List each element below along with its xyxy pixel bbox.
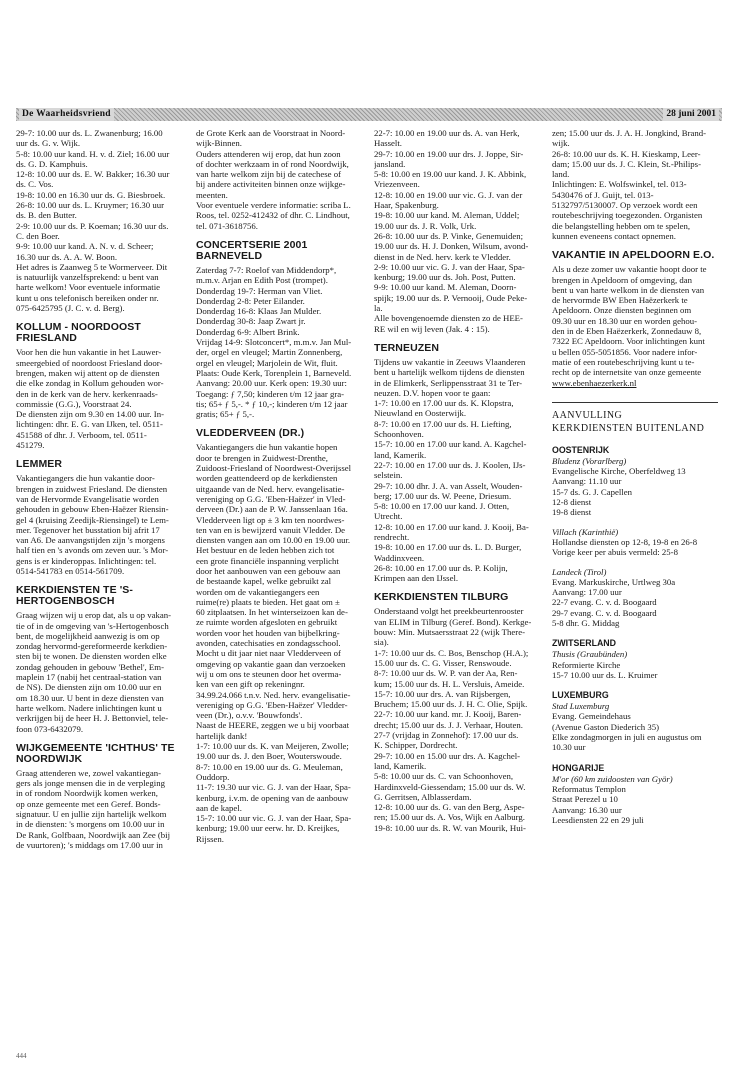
article-text xyxy=(552,264,718,377)
text-line: Roos, tel. 0252-412432 of dhr. C. Lindhout, xyxy=(196,210,350,221)
service-details xyxy=(552,711,718,752)
text-line: Bruchem; 15.00 uur ds. J. H. C. Olie, Spijk. xyxy=(374,699,528,710)
text-line: wijk-Binnen. xyxy=(196,138,242,149)
article-text xyxy=(16,473,182,576)
text-line: Zuidoost-Friesland of Noordwest-Overijssel xyxy=(196,463,352,474)
text-line: of dochter werkzaam in of rond Noordwijk, xyxy=(196,158,349,169)
text-line: een grote financiële inspanning verplicht xyxy=(196,555,339,566)
text-line: 22-7: 10.00 en 17.00 uur ds. J. Koolen, IJs- xyxy=(374,459,526,470)
text-line: mer. Tegenover het busstation bij afrit 17 xyxy=(16,524,160,535)
text-line: Naast de HEERE, zeggen we u bij voorbaat xyxy=(196,720,350,731)
article-text xyxy=(196,442,362,844)
text-line: worden geattendeerd op de kerkdiensten xyxy=(196,473,338,484)
text-line: bouw: Min. Mutsaersstraat 22 (wijk There- xyxy=(374,627,525,638)
text-line: 19-8 dienst xyxy=(552,507,592,518)
text-line: Inlichtingen: E. Wolfswinkel, tel. 013- xyxy=(552,179,687,190)
text-line: 26-8: 10.00 uur ds. P. Vinke, Genemuiden; xyxy=(374,230,524,241)
text-line: lichtingen: dhr. E. G. van IJken, tel. 0511- xyxy=(16,419,163,430)
country-heading: HONGARIJE xyxy=(552,762,605,773)
page-number: 444 xyxy=(16,1052,27,1060)
text-line: 15-7: 10.00 en 17.00 uur kand. A. Kagchel- xyxy=(374,439,527,450)
text-line: 5-8 dhr. G. Middag xyxy=(552,617,620,628)
text-line: aan de kapel. xyxy=(196,802,242,813)
text-line: 12-8: 10.00 uur ds. G. van den Berg, Aspe- xyxy=(374,802,525,813)
text-line: 29-7 evang. C. v. d. Boogaard xyxy=(552,607,657,618)
article-text xyxy=(16,128,182,313)
text-line: 9-9: 10.00 uur kand. M. Aleman, Doorn- xyxy=(374,282,517,293)
text-line: 19.00 uur ds. H. J. Donken, Wilsum, avond- xyxy=(374,241,529,252)
text-line: worden om de vakantiegangers een xyxy=(196,586,320,597)
text-line: der, orgel en vleugel; Martin Zonnenberg, xyxy=(196,347,343,358)
text-line: sten bij te wonen. De diensten worden elke xyxy=(16,651,167,662)
text-line: 26-8: 10.00 uur ds. L. Kruymer; 16.30 uur xyxy=(16,200,165,211)
text-line: K. Schipper, Dordrecht. xyxy=(374,740,458,751)
text-line: Toegang: ƒ 7,50; kinderen t/m 12 jaar gra- xyxy=(196,388,345,399)
text-line: Mocht u dit jaar niet naar Vledderveen of xyxy=(196,648,341,659)
text-line: 27-7 (vrijdag in Zonnehof): 17.00 uur ds. xyxy=(374,730,519,741)
text-line: land. xyxy=(552,169,570,180)
text-line: 5430476 of J. Guijt, tel. 013- xyxy=(552,189,654,200)
text-line: harte welkom. Nadere inlichtingen kunt u xyxy=(16,702,162,713)
text-line: uitgaande van de Ned. herv. evangelisatie- xyxy=(196,483,345,494)
section-heading: KERKDIENSTEN TE 'S-HERTOGENBOSCH xyxy=(16,584,133,608)
text-line: neuzen. D.V. hopen voor te gaan: xyxy=(374,387,491,398)
text-line: kenburg, i.v.m. de opening van de aanbouw xyxy=(196,792,349,803)
text-line: 451588 of dhr. J. Verboom, tel. 0511- xyxy=(16,429,147,440)
text-line: Graag attenderen we, zowel vakantiegan- xyxy=(16,767,162,778)
text-line: G. Gerritsen, Alblasserdam. xyxy=(374,791,472,802)
text-line: Vriezenveen. xyxy=(374,179,420,190)
text-line: derveen (Dr.) aan de P. W. Janssenlaan 16a. xyxy=(196,504,348,515)
text-line: Nieuwland en Oosterwijk. xyxy=(374,408,467,419)
location-name: Stad Luxemburg xyxy=(552,701,610,712)
text-line: matie of een routebeschrijving kunt u te- xyxy=(552,356,695,367)
text-line: 5-8: 10.00 uur ds. C. van Schoonhoven, xyxy=(374,771,514,782)
text-line: RE wil en wij leven (Jak. 4 : 15). xyxy=(374,323,490,334)
section-heading: LEMMER xyxy=(16,458,63,471)
text-line: Graag wijzen wij u erop dat, als u op vakan- xyxy=(16,610,172,621)
text-line: is natuurlijk vanzelfsprekend: u bent van xyxy=(16,272,159,283)
text-line: sia). xyxy=(374,637,389,648)
text-line: Apeldoorn. Onze diensten beginnen om xyxy=(552,305,692,316)
text-line: ds. C. Vos. xyxy=(16,179,54,190)
text-line: 15-7: 10.00 uur drs. A. van Rijsbergen, xyxy=(374,688,511,699)
text-line: ds. G. D. Kamphuis. xyxy=(16,158,88,169)
text-line: 15-7 10.00 uur ds. L. Kruimer xyxy=(552,669,658,680)
text-line: Vakantiegangers die hun vakantie hopen xyxy=(196,442,338,453)
text-line: spijk; 19.00 uur ds. P. Vernooij, Oude Peke- xyxy=(374,292,528,303)
text-line: verkrijgen bij de heer H. J. Bettonviel, tele- xyxy=(16,713,169,724)
text-line: brengen in Apeldoorn of omgeving, dan xyxy=(552,274,692,285)
text-line: door te brengen in Zuidwest-Drenthe, xyxy=(196,452,328,463)
text-line: Tijdens uw vakantie in Zeeuws Vlaanderen xyxy=(374,356,526,367)
section-heading: KERKDIENSTEN TILBURG xyxy=(374,591,509,604)
article-text xyxy=(16,768,182,850)
text-line: bent, de mogelijkheid aanwezig is om op xyxy=(16,630,160,641)
text-line: 451279. xyxy=(16,440,45,451)
text-line: 15-7: 10.00 uur vic. G. J. van der Haar, Spa- xyxy=(196,813,352,824)
text-line: Het adres is Zaanweg 5 te Wormerveer. Dit xyxy=(16,261,168,272)
text-line: u bellen 055-5051856. Voor nadere infor- xyxy=(552,346,698,357)
text-line: Zaterdag 7-7: Roelof van Middendorp*, xyxy=(196,264,337,275)
supplement-heading-1: AANVULLING xyxy=(552,409,623,421)
section-heading: TERNEUZEN xyxy=(374,341,440,354)
text-line: Evangelische Kirche, Oberfeldweg 13 xyxy=(552,466,686,477)
text-line: kunt u ons telefonisch bereiken onder nr. xyxy=(16,292,159,303)
text-line: wijk. xyxy=(552,138,570,149)
text-line: den in de Eben Haëzerkerk, Zonnedauw 8, xyxy=(552,326,702,337)
text-line: selstein. xyxy=(374,470,403,481)
text-line: tis; 65+ ƒ 5,-. * ƒ 10,-; kinderen t/m 12 jaar xyxy=(196,398,348,409)
text-line: uur ds. G. v. Wijk. xyxy=(16,138,81,149)
text-line: meenten. xyxy=(196,189,228,200)
text-line: de bestaande kapel, welke gebruikt zal xyxy=(196,576,332,587)
column-1 xyxy=(16,128,182,850)
text-line: 22-7: 10.00 uur kand. mr. J. Kooij, Baren- xyxy=(374,709,522,720)
text-line: hartelijk dank! xyxy=(196,730,248,741)
text-line: om 18.30 uur. U bent in deze diensten van xyxy=(16,692,164,703)
column-2 xyxy=(196,128,362,844)
text-line: 0514-541783 en 0514-561709. xyxy=(16,565,125,576)
text-line: Krimpen aan den IJssel. xyxy=(374,573,459,584)
location-name: Landeck (Tirol) xyxy=(552,566,607,577)
text-line: 8-7: 10.00 en 19.00 uur ds. G. Meuleman, xyxy=(196,761,343,772)
text-line: 60 zitplaatsen. In het winterseizoen kan de- xyxy=(196,607,348,618)
text-line: land, Kamerik. xyxy=(374,760,427,771)
column-3 xyxy=(374,128,540,833)
service-details xyxy=(552,537,718,558)
text-line: tie of in de omgeving van 's-Hertogenbosch xyxy=(16,620,169,631)
text-line: Alle bovengenoemde diensten zo de HEE- xyxy=(374,313,523,324)
text-line: 11-7: 19.30 uur vic. G. J. van der Haar, Spa- xyxy=(196,782,351,793)
text-line: signatuur. U en jullie zijn hartelijk welkom xyxy=(16,809,167,820)
text-line: kenburg; 19.00 uur eerw. hr. D. Kreijkes, xyxy=(196,823,340,834)
text-line: Hasselt. xyxy=(374,138,402,149)
text-line: van ELIM in Tilburg (Geref. Bond). Kerkge- xyxy=(374,616,532,627)
text-line: van harte welkom zijn bij de catechese of xyxy=(196,169,342,180)
text-line: bent u hartelijk welkom tijdens de diensten xyxy=(374,367,525,378)
text-line: op onze gemeente met een Geref. Bonds- xyxy=(16,798,161,809)
text-line: 5-8: 10.00 en 17.00 uur kand. J. Otten, xyxy=(374,501,510,512)
text-line: Het bestuur en de leden hebben zich tot xyxy=(196,545,335,556)
publication-title: De Waarheidsvriend xyxy=(19,108,114,121)
article-text xyxy=(374,357,540,584)
text-line: de hervormde BW Eben Haëzerkerk te xyxy=(552,295,688,306)
text-line: maplein 17 (nabij het centraal-station van xyxy=(16,672,162,683)
text-line: bent u van harte welkom in de diensten van xyxy=(552,284,705,295)
text-line: rendrecht. xyxy=(374,531,410,542)
text-line: 12-8 dienst xyxy=(552,497,592,508)
text-line: 19-8: 10.00 uur kand. M. Aleman, Uddel; xyxy=(374,210,520,221)
text-line: kenburg; 19.00 uur ds. Joh. Post, Putten. xyxy=(374,272,516,283)
text-line: Reformierte Kirche xyxy=(552,659,621,670)
text-line: dienst in de Ned. herv. kerk te Vledder. xyxy=(374,251,511,262)
text-line: Ouddorp. xyxy=(196,771,230,782)
text-line: diensten vangen aan om 10.00 en 19.00 uur. xyxy=(196,535,351,546)
text-line: 2-9: 10.00 uur vic. G. J. van der Haar, Spa- xyxy=(374,261,525,272)
text-line: 10.30 uur xyxy=(552,742,586,753)
text-line: gens is er kinderoppas. Inlichtingen: tel. xyxy=(16,555,157,566)
location-name: M'or (60 km zuidoosten van Györ) xyxy=(552,773,673,784)
location-name: Thusis (Graubünden) xyxy=(552,649,628,660)
country-heading: OOSTENRIJK xyxy=(552,444,610,455)
section-heading: CONCERTSERIE 2001 BARNEVELD xyxy=(196,238,308,262)
text-line: veen (Dr.), o.v.v. 'Bouwfonds'. xyxy=(196,710,303,721)
text-line: Utrecht. xyxy=(374,511,403,522)
text-line: Schoonhoven. xyxy=(374,429,424,440)
text-line: Evang. Gemeindehaus xyxy=(552,711,631,722)
location-name: Villach (Karinthië) xyxy=(552,526,619,537)
section-heading: VAKANTIE IN APELDOORN E.O. xyxy=(552,249,715,262)
text-line: 075-6425795 (J. C. v. d. Berg). xyxy=(16,303,125,314)
text-line: 8-7: 10.00 uur ds. W. P. van der Aa, Ren- xyxy=(374,668,518,679)
text-line: la. xyxy=(374,303,383,314)
text-line: Haar, Spakenburg. xyxy=(374,200,439,211)
text-line: gers als jonge mensen die in de verpleging xyxy=(16,778,165,789)
page-header xyxy=(16,108,722,121)
website-link[interactable]: www.ebenhaezerkerk.nl xyxy=(552,377,637,388)
text-line: Vakantiegangers die hun vakantie door- xyxy=(16,473,155,484)
text-line: 7322 EC Apeldoorn. Voor inlichtingen kunt xyxy=(552,336,705,347)
text-line: 5-8: 10.00 uur kand. H. v. d. Ziel; 16.00 uur xyxy=(16,148,170,159)
text-line: in de Elimkerk, Serlippensstraat 31 te Ter- xyxy=(374,377,523,388)
section-heading: VLEDDERVEEN (DR.) xyxy=(196,427,305,440)
text-line: vereniging op G.G. 'Eben-Haëzer' Vledder- xyxy=(196,699,348,710)
text-line: Ouders attenderen wij erop, dat hun zoon xyxy=(196,148,341,159)
text-line: Als u deze zomer uw vakantie hoopt door te xyxy=(552,264,707,275)
text-line: de vuurtoren); 's middags om 17.00 uur in xyxy=(16,839,163,850)
country-heading: ZWITSERLAND xyxy=(552,638,617,649)
text-line: in of rondom Noordwijk komen werken, xyxy=(16,788,158,799)
text-line: zondag hervormd-gereformeerde kerkdien- xyxy=(16,641,168,652)
text-line: Vrijdag 14-9: Slotconcert*, m.m.v. Jan Mul- xyxy=(196,337,352,348)
text-line: Aanvang: 16.30 uur xyxy=(552,804,622,815)
text-line: 19.00 uur ds. J. R. Volk, Urk. xyxy=(374,220,477,231)
text-line: 5-8: 10.00 en 19.00 uur kand. J. K. Abbink, xyxy=(374,169,527,180)
text-line: ze ruimte worden afgesloten en gebruikt xyxy=(196,617,338,628)
text-line: gel 4 (kruising Zeedijk-Riensingel) te Lem- xyxy=(16,514,169,525)
text-line: 29-7: 10.00 en 19.00 uur drs. J. Joppe, Sir- xyxy=(374,148,524,159)
text-line: routebeschrijving toegezonden. Organisten xyxy=(552,210,703,221)
text-line: brengen in zuidwest Friesland. De diensten xyxy=(16,483,168,494)
text-line: worden voor het houden van bijbelkring- xyxy=(196,627,340,638)
text-line: land, Kamerik. xyxy=(374,449,427,460)
text-line: 12-8: 10.00 en 17.00 uur kand. J. Kooij, Ba- xyxy=(374,521,529,532)
text-line: 22-7: 10.00 en 19.00 uur ds. A. van Herk, xyxy=(374,128,520,138)
text-line: recht op de internetsite van onze gemeente xyxy=(552,367,702,378)
text-line: de NS). De diensten zijn om 10.00 uur en xyxy=(16,682,162,693)
text-line: Straat Perezel u 10 xyxy=(552,794,618,805)
text-line: 12-8: 10.00 uur ds. E. W. Bakker; 16.30 uur xyxy=(16,169,170,180)
text-line: Vledderveen ligt op ± 3 km ten noordwes- xyxy=(196,514,345,525)
text-line: zen; 15.00 uur ds. J. A. H. Jongkind, Brand- xyxy=(552,128,707,138)
article-text xyxy=(196,265,362,419)
text-line: wij u om ons te steunen door het overma- xyxy=(196,668,342,679)
text-line: harte welkom! Voor eventuele informatie xyxy=(16,282,161,293)
text-line: (Avenue Gaston Diederich 35) xyxy=(552,721,659,732)
supplement-heading-2: KERKDIENSTEN BUITENLAND xyxy=(552,422,705,434)
article-text xyxy=(16,347,182,450)
text-line: zondag gehouden in gebouw 'Bethel', Em- xyxy=(16,661,164,672)
text-line: van A6. De aanvangstijden zijn 's morgens xyxy=(16,535,165,546)
text-line: C. den Boer. xyxy=(16,230,60,241)
text-line: Vorige keer per abuis vermeld: 25-8 xyxy=(552,547,678,558)
text-line: brengen, maken wij attent op de diensten xyxy=(16,367,160,378)
section-heading: KOLLUM - NOORDOOST FRIESLAND xyxy=(16,321,141,345)
text-line: tel. 071-3618756. xyxy=(196,220,258,231)
text-line: den in de kerk van de herv. kerkenraads- xyxy=(16,388,158,399)
text-line: Leesdiensten 22 en 29 juli xyxy=(552,814,644,825)
service-details xyxy=(552,466,718,517)
text-line: door het aanbouwen van een gebouw aan xyxy=(196,565,341,576)
text-line: Reformatus Templon xyxy=(552,783,626,794)
text-line: De diensten zijn om 9.30 en 14.00 uur. In- xyxy=(16,409,164,420)
text-line: Hollandse diensten op 12-8, 19-8 en 26-8 xyxy=(552,536,698,547)
text-line: m.m.v. Arjan en Edith Post (trompet). xyxy=(196,275,328,286)
text-line: orgel en vleugel; Marjolein de Wit, fluit. xyxy=(196,357,338,368)
text-line: 19-8: 10.00 en 16.30 uur ds. G. Biesbroek. xyxy=(16,189,166,200)
text-line: De Rank, Golfbaan, Noordwijk aan Zee (bij xyxy=(16,829,171,840)
text-line: Donderdag 6-9: Albert Brink. xyxy=(196,326,300,337)
text-line: 1-7: 10.00 en 17.00 uur ds. K. Klopstra, xyxy=(374,398,514,409)
text-line: drecht; 15.00 uur ds. J. J. Verhaar, Houten. xyxy=(374,719,523,730)
text-line: 9-9: 10.00 uur kand. A. N. v. d. Scheer; xyxy=(16,241,154,252)
text-line: 19-8: 10.00 en 17.00 uur ds. L. D. Burger, xyxy=(374,542,522,553)
text-line: 34.99.24.066 t.n.v. Ned. herv. evangelisatie- xyxy=(196,689,351,700)
text-line: bij andere activiteiten binnen onze wijkge- xyxy=(196,179,346,190)
text-line: Voor eventuele verdere informatie: scriba L. xyxy=(196,200,351,211)
text-line: Evang. Markuskirche, Urtlweg 30a xyxy=(552,576,676,587)
text-line: in de diensten: 's morgens om 10.00 uur in xyxy=(16,819,165,830)
article-text xyxy=(374,606,540,833)
section-divider xyxy=(552,402,718,403)
service-details xyxy=(552,660,718,681)
text-line: 19.00 uur ds. J. den Boer, Wouterswoude. xyxy=(196,751,342,762)
text-line: gratis; 65+ ƒ 5,-. xyxy=(196,409,255,420)
text-line: Onderstaand volgt het preekbeurtenrooster xyxy=(374,606,524,617)
article-text xyxy=(16,610,182,734)
text-line: ten van en is bewijzerd vanuit Vledder. De xyxy=(196,524,346,535)
text-line: 5132797/5130007. Op verzoek wordt een xyxy=(552,200,698,211)
text-line: foon 073-6432079. xyxy=(16,723,84,734)
text-line: 15-7 ds. G. J. Capellen xyxy=(552,486,632,497)
text-line: 26-8: 10.00 en 17.00 uur ds. P. Kolijn, xyxy=(374,562,508,573)
text-line: berg; 17.00 uur ds. W. Peene, Driesum. xyxy=(374,490,512,501)
text-line: avonden, catechisaties en zondagsschool. xyxy=(196,638,341,649)
text-line: omgeving op vakantie gaan dan verzoeken xyxy=(196,658,346,669)
text-line: 15.00 uur ds. C. G. Visser, Renswoude. xyxy=(374,657,512,668)
text-line: 26-8: 10.00 uur ds. K. H. Kieskamp, Leer- xyxy=(552,148,701,159)
text-line: Donderdag 16-8: Klaas Jan Mulder. xyxy=(196,306,322,317)
text-line: Aanvang: 11.10 uur xyxy=(552,476,622,487)
text-line: Voor hen die hun vakantie in het Lauwer- xyxy=(16,347,162,358)
text-line: Elke zondagmorgen in juli en augustus om xyxy=(552,732,702,743)
text-line: smeergebied of noordoost Friesland door- xyxy=(16,357,163,368)
text-line: 2-9: 10.00 uur ds. P. Koeman; 16.30 uur ds. xyxy=(16,220,169,231)
text-line: Waddinxveen. xyxy=(374,552,425,563)
text-line: van de Hervormde Evangelisatie worden xyxy=(16,493,159,504)
text-line: 22-7 evang. C. v. d. Boogaard xyxy=(552,597,657,608)
text-line: Aanvang: 17.00 uur xyxy=(552,587,622,598)
text-line: 1-7: 10.00 uur ds. C. Bos, Benschop (H.A.); xyxy=(374,647,529,658)
text-line: 19-8: 10.00 uur ds. R. W. van Mourik, Hui- xyxy=(374,822,526,833)
text-line: 12-8: 10.00 en 19.00 uur vic. G. J. van der xyxy=(374,189,523,200)
text-line: ds. B. den Butter. xyxy=(16,210,77,221)
text-line: 09.30 uur en 18.30 uur en worden gehou- xyxy=(552,315,698,326)
text-line: Donderdag 2-8: Peter Eilander. xyxy=(196,295,305,306)
text-line: vereniging op G.G. 'Eben-Haëzer' in Vled- xyxy=(196,493,346,504)
text-line: ren; 15.00 uur ds. A. Vos, Wijk en Aalburg. xyxy=(374,812,525,823)
text-line: Hardinxveld-Giessendam; 15.00 uur ds. W. xyxy=(374,781,526,792)
section-heading: WIJKGEMEENTE 'ICHTHUS' TE NOORDWIJK xyxy=(16,741,175,765)
text-line: die elke zondag in Kollum gehouden wor- xyxy=(16,378,164,389)
text-line: 29-7: 10.00 en 15.00 uur drs. A. Kagchel- xyxy=(374,750,521,761)
text-line: de Grote Kerk aan de Voorstraat in Noord- xyxy=(196,128,346,138)
text-line: Donderdag 19-7: Herman van Vliet. xyxy=(196,285,323,296)
text-line: kunnen eveneens contact opnemen. xyxy=(552,230,676,241)
article-text xyxy=(196,128,362,231)
text-line: Rijssen. xyxy=(196,833,224,844)
text-line: commissie (G.G.), Voorstraat 24. xyxy=(16,398,132,409)
text-line: dam; 15.00 uur ds. J. C. Klein, St.-Philips- xyxy=(552,158,701,169)
text-line: 29-7: 10.00 dhr. J. A. van Asselt, Wouden- xyxy=(374,480,523,491)
text-line: Donderdag 30-8: Jaap Zwart jr. xyxy=(196,316,306,327)
text-line: 16.30 uur ds. A. A. W. Boon. xyxy=(16,251,118,262)
text-line: ruime(re) plaats te bieden. Het gaat om ± xyxy=(196,596,340,607)
article-text xyxy=(374,128,540,334)
text-line: 8-7: 10.00 en 17.00 uur ds. H. Liefting, xyxy=(374,418,512,429)
article-text xyxy=(552,128,718,241)
text-line: 1-7: 10.00 uur ds. K. van Meijeren, Zwolle; xyxy=(196,741,349,752)
text-line: gehouden in gebouw Eben-Haëzer Riensin- xyxy=(16,504,169,515)
issue-date: 28 juni 2001 xyxy=(663,108,719,121)
text-line: jansland. xyxy=(374,158,406,169)
service-details xyxy=(552,784,718,825)
text-line: 29-7: 10.00 uur ds. L. Zwanenburg; 16.00 xyxy=(16,128,163,138)
text-line: die belangstelling hebben om te spelen, xyxy=(552,220,691,231)
text-line: Plaats: Oude Kerk, Torenplein 1, Barneveld. xyxy=(196,367,352,378)
text-line: ken van een gift op rekeningnr. xyxy=(196,679,305,690)
country-heading: LUXEMBURG xyxy=(552,690,609,701)
text-line: kum; 15.00 uur ds. H. L. Versluis, Ameide. xyxy=(374,678,525,689)
service-details xyxy=(552,577,718,628)
location-name: Bludenz (Vorarlberg) xyxy=(552,455,627,466)
text-line: Aanvang: 20.00 uur. Kerk open: 19.30 uur: xyxy=(196,378,347,389)
text-line: half tien en 's avonds om zeven uur. 's Mor- xyxy=(16,545,169,556)
column-4 xyxy=(552,128,718,825)
